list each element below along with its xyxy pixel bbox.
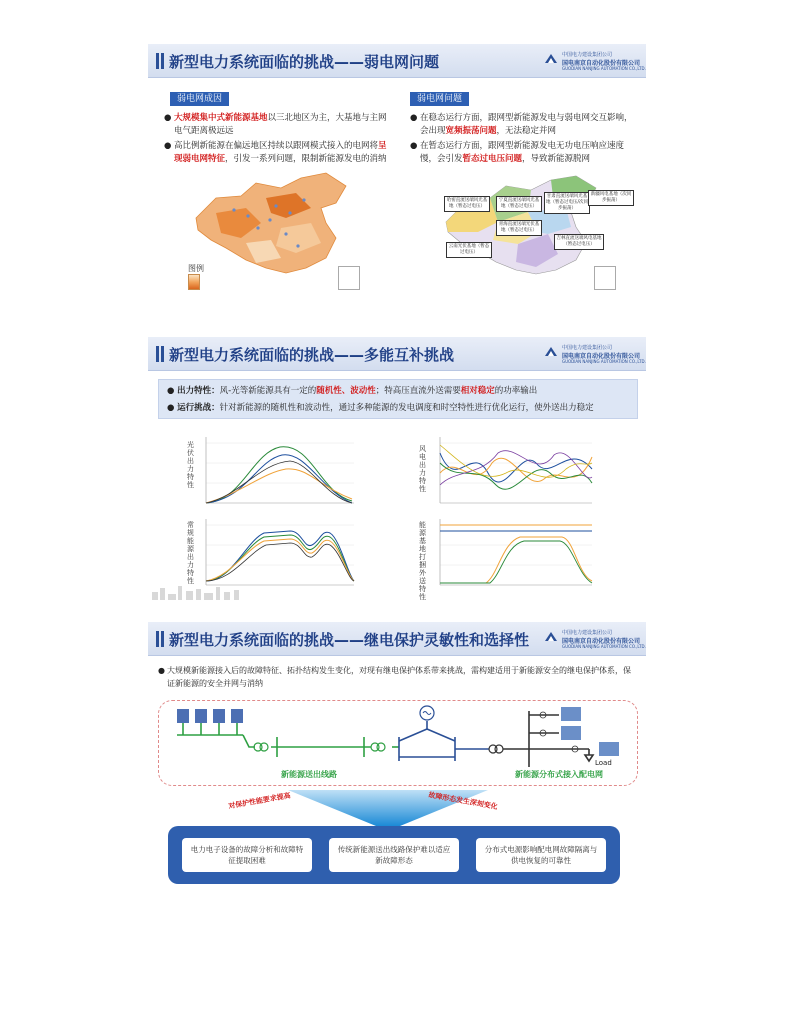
section-tag-problems: 弱电网问题	[410, 92, 469, 106]
title-marker	[156, 631, 159, 647]
company-logo-icon	[544, 345, 558, 359]
plot-label-wind: 风电出力特性	[419, 445, 426, 493]
slide-multi-energy	[148, 337, 646, 600]
challenges-band	[168, 826, 620, 884]
legend-title: 图例	[188, 264, 204, 273]
map-callout: 青海直流送端光伏基地（暂态过电压）	[496, 220, 542, 236]
title-marker	[156, 53, 159, 69]
section-tag-causes: 弱电网成因	[170, 92, 229, 106]
company-logo-icon	[544, 630, 558, 644]
company-logo	[544, 627, 646, 651]
funnel-arrow-icon	[288, 788, 488, 828]
challenge-card: 分布式电源影响配电网故障隔离与供电恢复的可靠性	[476, 838, 606, 872]
load-label: Load	[595, 759, 612, 767]
plot-bundled-output	[436, 515, 596, 593]
distributed-pv-icon	[561, 726, 581, 740]
map-callout: 吉林直流送端风电基地（暂态过电压）	[554, 234, 604, 250]
distributed-pv-icon	[599, 742, 619, 756]
title-marker	[161, 346, 164, 362]
logo-text: 国电南京自动化股份有限公司	[562, 353, 641, 360]
bullet-cause-1: ● 大规模集中式新能源基地以三北地区为主，大基地与主网电气距离极远远	[164, 113, 387, 136]
title-marker	[161, 53, 164, 69]
south-sea-inset	[594, 266, 616, 290]
logo-text: 国电南京自动化股份有限公司	[562, 638, 641, 645]
logo-text: GUODIAN NANJING AUTOMATION CO.,LTD.	[562, 359, 646, 364]
line-label-distribution: 新能源分布式接入配电网	[515, 770, 603, 779]
bullet-problem-1: ● 在稳态运行方面，跟网型新能源发电与弱电网交互影响，会出现宽频振荡问题，无法稳定并网	[410, 113, 633, 136]
plot-label-pv: 光伏出力特性	[187, 441, 194, 489]
funnel-label-right: 故障形态发生深刻变化	[427, 790, 499, 812]
company-logo	[544, 49, 646, 73]
south-sea-inset	[338, 266, 360, 290]
logo-text: GUODIAN NANJING AUTOMATION CO.,LTD.	[562, 644, 646, 649]
bullet-operation-challenge: ● 运行挑战：针对新能源的随机性和波动性，通过多种能源的发电调度和时空特性进行优化运行，使外送出力稳定	[167, 403, 594, 413]
logo-text: 国电南京自动化股份有限公司	[562, 60, 641, 67]
slide-title-bar	[148, 44, 646, 78]
logo-text: 中国电力建设集团公司	[562, 52, 613, 58]
plot-label-conventional: 常规能源出力特性	[187, 521, 194, 585]
slide-title: 新型电力系统面临的挑战——弱电网问题	[169, 53, 440, 71]
plot-wind-output	[436, 433, 596, 511]
bullet-output-characteristics: ● 出力特性：风-光等新能源具有一定的随机性、波动性；特高压直流外送需要相对稳定的功率输出	[167, 386, 538, 396]
logo-text: GUODIAN NANJING AUTOMATION CO.,LTD.	[562, 66, 646, 71]
company-logo	[544, 342, 646, 366]
plot-label-bundled: 能源基地打捆外送特性	[419, 521, 426, 600]
company-logo-icon	[544, 52, 558, 66]
logo-text: 中国电力建设集团公司	[562, 630, 613, 636]
slide-title: 新型电力系统面临的挑战——多能互补挑战	[169, 346, 455, 364]
slide-title: 新型电力系统面临的挑战——继电保护灵敏性和选择性	[169, 631, 530, 649]
slide-title-bar	[148, 622, 646, 656]
pv-panels-icon	[177, 709, 243, 723]
map-callout: 哈密直流送端风光基地（暂态过电压）	[444, 196, 490, 212]
plot-conventional-output	[202, 515, 358, 593]
map-callout: 新疆风电基地（次同步振荡）	[588, 190, 634, 206]
grid-diagram	[158, 700, 638, 786]
map-callout: 宁夏直流送端风光基地（暂态过电压）	[496, 196, 542, 212]
plot-pv-output	[202, 433, 358, 511]
slide-title-bar	[148, 337, 646, 371]
bullet-problem-2: ● 在暂态运行方面，跟网型新能源发电无功电压响应速度慢，会引发暂态过电压问题，导致新能源脱网	[410, 141, 625, 164]
legend-color-bar	[188, 274, 200, 290]
map-callout: 甘肃直流送端风光基地（暂态过电压/次同步振荡）	[544, 192, 590, 214]
challenge-card: 电力电子设备的故障分析和故障特征提取困难	[182, 838, 312, 872]
slide-relay-protection	[148, 622, 646, 884]
slide-weak-grid	[148, 44, 646, 292]
city-skyline-decoration	[148, 584, 268, 600]
challenge-card: 传统新能源送出线路保护难以适应新故障形态	[329, 838, 459, 872]
funnel-label-left: 对保护性能要求提高	[227, 791, 292, 811]
bullet-cause-2: ● 高比例新能源在偏远地区持续以跟网模式接入的电网将呈现弱电网特征，引发一系列问题，限制新能源发电的消纳	[164, 141, 387, 164]
title-marker	[156, 346, 159, 362]
info-band	[158, 379, 638, 419]
map-callout: 云南光伏基地（暂态过电压）	[446, 242, 492, 258]
distributed-pv-icon	[561, 707, 581, 721]
title-marker	[161, 631, 164, 647]
line-label-outgoing: 新能源送出线路	[281, 770, 337, 779]
logo-text: 中国电力建设集团公司	[562, 345, 613, 351]
bullet-relay-challenge: ● 大规模新能源接入后的故障特征、拓扑结构发生变化，对现有继电保护体系带来挑战，需构建适用于新能源安全的继电保护体系，保证新能源的安全并网与消纳	[158, 666, 631, 688]
